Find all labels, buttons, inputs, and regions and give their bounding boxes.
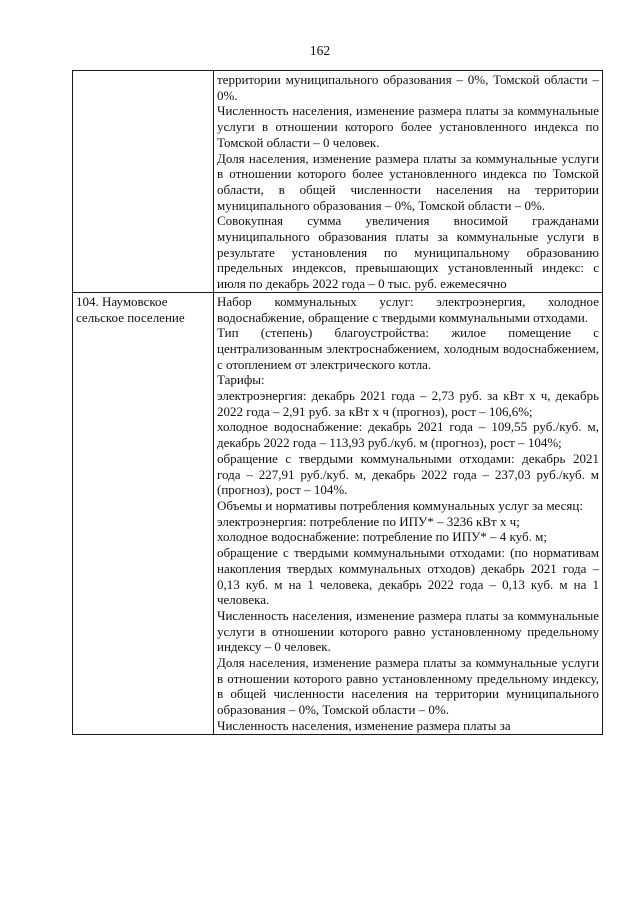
paragraph: Численность населения, изменение размера платы за коммунальные услуги в отношении которого равно установленному предельному индексу – 0 человек. [217,607,599,655]
paragraph: Совокупная сумма увеличения вносимой гражданами муниципального образования платы за коммунальные услуги в результате установления по муниципальному образованию предельных индексов, превышающих установленный индекс: с июля по декабрь 2022 года – 0 тыс. руб. ежемесячно [217,213,599,292]
table-row [73,292,603,734]
page-number: 162 [309,43,331,58]
settlement-name-cell [73,71,214,293]
paragraph: Тип (степень) благоустройства: жилое помещение с централизованным электроснабжением, холодным водоснабжением, с отоплением от электрического котла. [217,325,599,372]
paragraph: Тарифы: [217,372,265,388]
paragraph: Численность населения, изменение размера платы за коммунальные услуги в отношении которого более установленного индекса по Томской области – 0 человек. [217,103,599,150]
description-cell [214,292,603,734]
paragraph: холодное водоснабжение: декабрь 2021 года – 109,55 руб./куб. м, декабрь 2022 года – 113,93 руб./куб. м (прогноз), рост – 104%; [217,419,599,451]
paragraph: Численность населения, изменение размера платы за [217,717,511,733]
description-cell [214,71,603,293]
settlement-name: 104. Наумовское сельское поселение [76,293,185,325]
paragraph: территории муниципального образования – 0%, Томской области – 0%. [217,72,599,103]
settlement-name-cell [73,292,214,734]
paragraph: электроэнергия: декабрь 2021 года – 2,73 руб. за кВт х ч, декабрь 2022 года – 2,91 руб. за кВт х ч (прогноз), рост – 106,6%; [217,388,599,419]
paragraph: обращение с твердыми коммунальными отходами: декабрь 2021 года – 227,91 руб./куб. м, декабрь 2022 года – 237,03 руб./куб. м (прогноз), рост – 104%. [217,450,599,498]
paragraph: Объемы и нормативы потребления коммунальных услуг за месяц: [217,497,583,513]
paragraph: Набор коммунальных услуг: электроэнергия, холодное водоснабжение, обращение с твердыми коммунальными отходами. [217,293,599,325]
table-row [73,71,603,293]
paragraph: Доля населения, изменение размера платы за коммунальные услуги в отношении которого более установленного индекса по Томской области, в общей численности населения на территории муниципального образования – 0%, Томской области – 0%. [217,150,599,213]
paragraph: Доля населения, изменение размера платы за коммунальные услуги в отношении которого равно установленному предельному индексу, в общей численности населения на территории муниципального образования – 0%, Томской области – 0%. [217,655,599,718]
paragraph: электроэнергия: потребление по ИПУ* – 3236 кВт х ч; [217,513,520,529]
paragraph: холодное водоснабжение: потребление по ИПУ* – 4 куб. м; [217,529,547,545]
paragraph: обращение с твердыми коммунальными отходами: (по нормативам накопления твердых коммунальных отходов) декабрь 2021 года – 0,13 куб. м на 1 человека, декабрь 2022 года – 0,13 куб. м на 1 человека. [217,545,599,608]
data-table [72,70,603,735]
